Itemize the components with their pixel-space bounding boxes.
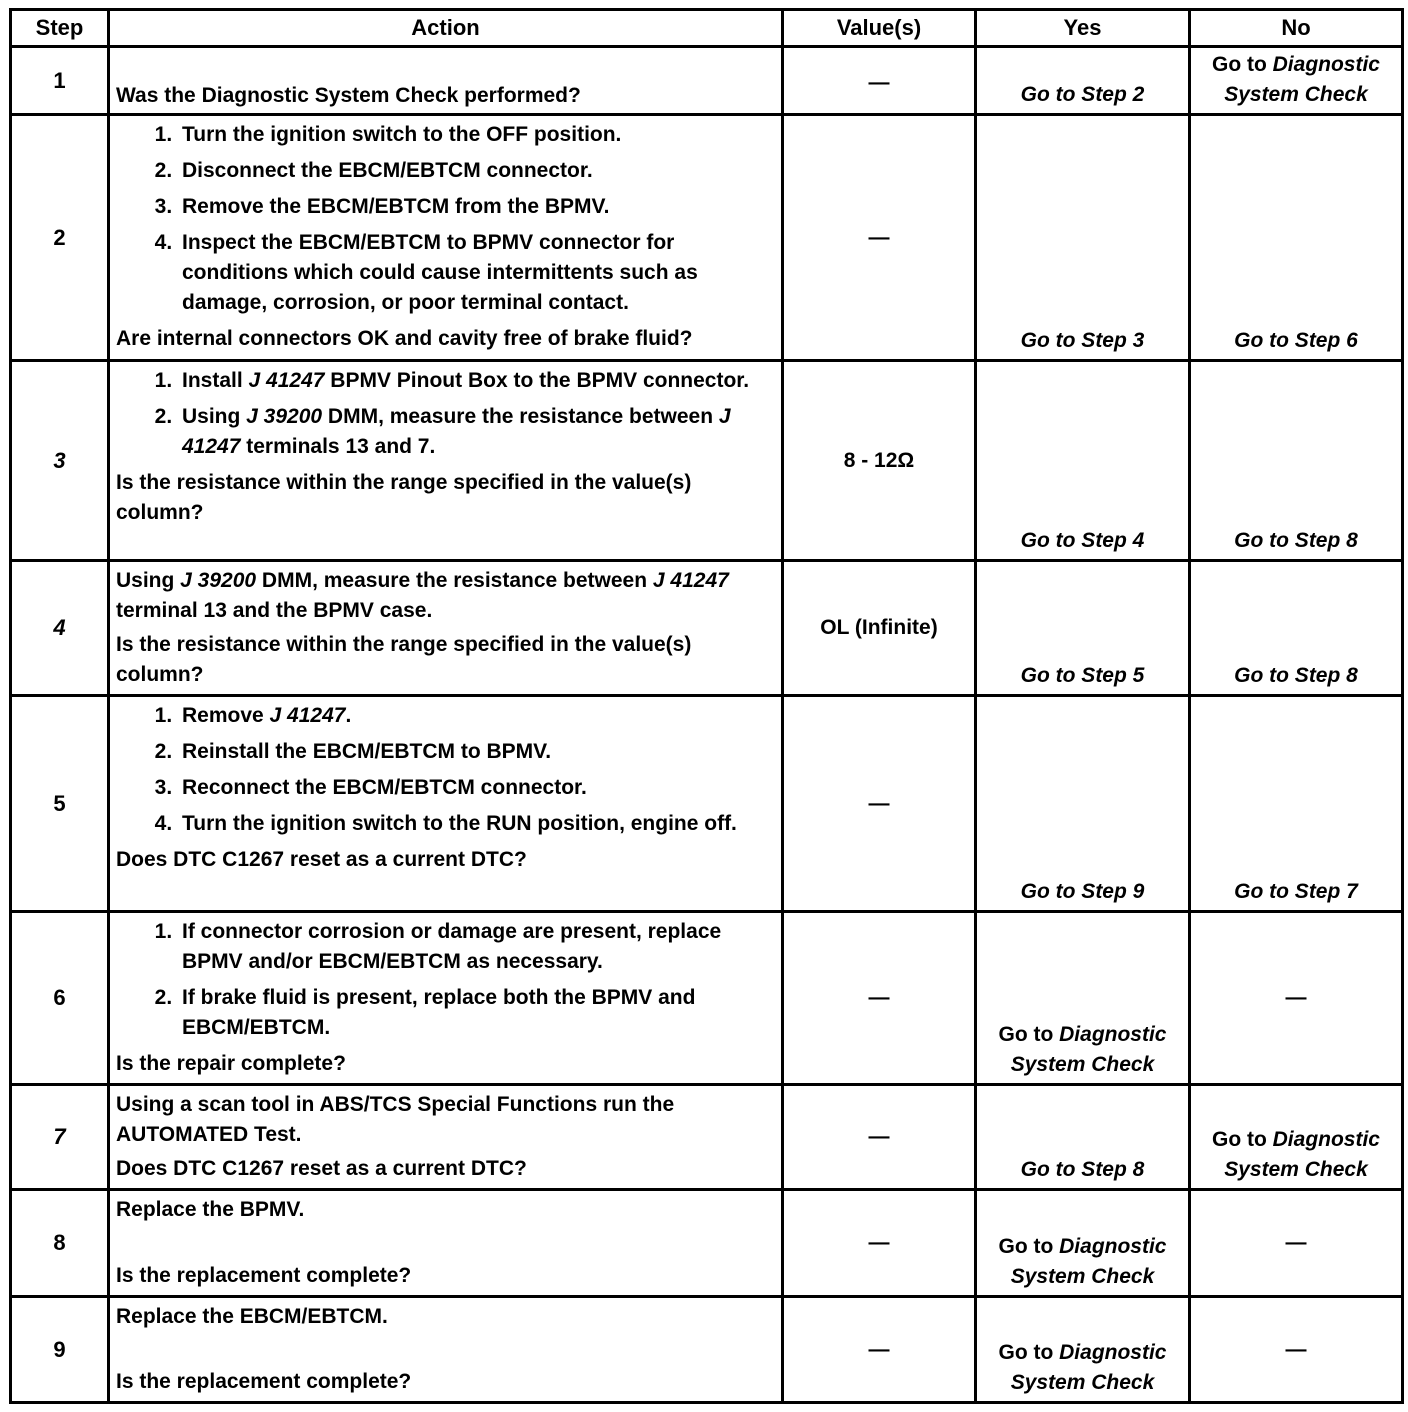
action-cell	[109, 912, 783, 1085]
yes-link-ref: Diagnostic System Check	[1010, 1235, 1167, 1288]
table-row	[11, 115, 1403, 361]
yes-link-prefix: Go to	[998, 1341, 1060, 1364]
yes-link[interactable]: Go to Step 4	[1020, 529, 1145, 552]
action-cell	[109, 1297, 783, 1403]
tool-ref: J 41247	[182, 405, 731, 458]
yes-cell	[976, 47, 1190, 115]
action-steps-list	[116, 917, 773, 1043]
yes-link[interactable]	[998, 1341, 1166, 1394]
yes-cell	[976, 1085, 1190, 1190]
no-link-prefix: Go to	[1211, 1128, 1273, 1151]
action-cell	[109, 1085, 783, 1190]
table-row	[11, 1085, 1403, 1190]
yes-cell	[976, 361, 1190, 561]
no-link[interactable]: Go to Step 7	[1234, 880, 1358, 903]
no-cell	[1190, 561, 1403, 696]
action-step: 4. Inspect the EBCM/EBTCM to BPMV connector for conditions which could cause intermittents such as damage, corrosion, or poor terminal contact.	[178, 228, 773, 318]
yes-link[interactable]	[998, 1023, 1166, 1076]
step-number: 1	[11, 47, 109, 115]
header-values: Value(s)	[783, 10, 976, 47]
step-number: 4	[11, 561, 109, 696]
action-question: Is the replacement complete?	[116, 1370, 412, 1393]
action-question: Are internal connectors OK and cavity free of brake fluid?	[116, 327, 693, 350]
no-link[interactable]: Go to Step 8	[1234, 664, 1358, 687]
step-number: 2	[11, 115, 109, 361]
step-number: 8	[11, 1190, 109, 1297]
action-question: Does DTC C1267 reset as a current DTC?	[116, 848, 527, 871]
step-number: 5	[11, 696, 109, 912]
header-row	[11, 10, 1403, 47]
action-step: 1. If connector corrosion or damage are present, replace BPMV and/or EBCM/EBTCM as necessary.	[178, 917, 773, 977]
action-question: Is the replacement complete?	[116, 1264, 412, 1287]
header-step: Step	[11, 10, 109, 47]
yes-cell	[976, 561, 1190, 696]
action-step: 4. Turn the ignition switch to the RUN position, engine off.	[178, 809, 773, 839]
yes-link[interactable]: Go to Step 8	[1020, 1158, 1145, 1181]
yes-link[interactable]: Go to Step 9	[1020, 880, 1145, 903]
table-row	[11, 696, 1403, 912]
action-question: Does DTC C1267 reset as a current DTC?	[116, 1157, 527, 1180]
action-step: 1. Install J 41247 BPMV Pinout Box to the BPMV connector.	[178, 366, 773, 396]
tool-ref: J 41247	[269, 704, 346, 727]
tool-ref: J 39200	[246, 405, 323, 428]
header-action: Action	[109, 10, 783, 47]
yes-cell	[976, 115, 1190, 361]
value-cell: —	[783, 47, 976, 115]
table-row	[11, 47, 1403, 115]
action-question: Is the repair complete?	[116, 1052, 346, 1075]
step-number: 7	[11, 1085, 109, 1190]
action-instruction: Replace the EBCM/EBTCM.	[116, 1305, 388, 1328]
no-link-ref: Diagnostic System Check	[1224, 53, 1380, 106]
yes-link[interactable]: Go to Step 3	[1020, 329, 1145, 352]
action-cell	[109, 561, 783, 696]
action-step: 1. Turn the ignition switch to the OFF position.	[178, 120, 773, 150]
no-link[interactable]: Go to Step 6	[1234, 329, 1358, 352]
action-question: Is the resistance within the range specified in the value(s) column?	[116, 633, 692, 686]
action-cell	[109, 47, 783, 115]
no-link[interactable]	[1212, 53, 1380, 106]
step-number: 6	[11, 912, 109, 1085]
action-step: 2. Using J 39200 DMM, measure the resistance between J 41247 terminals 13 and 7.	[178, 402, 773, 462]
yes-cell	[976, 1190, 1190, 1297]
action-cell	[109, 1190, 783, 1297]
action-content	[116, 1195, 773, 1291]
step-number: 3	[11, 361, 109, 561]
yes-link[interactable]: Go to Step 2	[1020, 83, 1145, 106]
diagnostic-steps-table	[9, 8, 1404, 1404]
no-cell: —	[1190, 1297, 1403, 1403]
yes-link[interactable]	[998, 1235, 1166, 1288]
action-step: 2. Reinstall the EBCM/EBTCM to BPMV.	[178, 737, 773, 767]
action-step: 2. If brake fluid is present, replace both the BPMV and EBCM/EBTCM.	[178, 983, 773, 1043]
tool-ref: J 39200	[180, 569, 257, 592]
value-cell: OL (Infinite)	[783, 561, 976, 696]
action-instruction: Replace the BPMV.	[116, 1198, 305, 1221]
no-link[interactable]: Go to Step 8	[1234, 529, 1358, 552]
action-step: 3. Remove the EBCM/EBTCM from the BPMV.	[178, 192, 773, 222]
no-cell	[1190, 696, 1403, 912]
yes-link-ref: Diagnostic System Check	[1010, 1341, 1167, 1394]
value-cell: —	[783, 912, 976, 1085]
action-steps-list	[116, 701, 773, 839]
action-question: Is the resistance within the range specified in the value(s) column?	[116, 471, 692, 524]
value-cell: 8 - 12Ω	[783, 361, 976, 561]
yes-link[interactable]: Go to Step 5	[1020, 664, 1145, 687]
action-cell	[109, 361, 783, 561]
no-link-ref: Diagnostic System Check	[1224, 1128, 1380, 1181]
action-instruction: Using J 39200 DMM, measure the resistance between J 41247 terminal 13 and the BPMV case.	[116, 569, 729, 622]
action-instruction: Using a scan tool in ABS/TCS Special Functions run the AUTOMATED Test.	[116, 1093, 675, 1146]
tool-ref: J 41247	[652, 569, 729, 592]
no-cell	[1190, 47, 1403, 115]
action-step: 2. Disconnect the EBCM/EBTCM connector.	[178, 156, 773, 186]
action-cell	[109, 696, 783, 912]
action-content	[116, 1302, 773, 1397]
yes-link-prefix: Go to	[998, 1023, 1060, 1046]
header-no: No	[1190, 10, 1403, 47]
header-yes: Yes	[976, 10, 1190, 47]
action-step: 1. Remove J 41247.	[178, 701, 773, 731]
table-row	[11, 361, 1403, 561]
yes-cell	[976, 1297, 1190, 1403]
table-row	[11, 561, 1403, 696]
no-cell: —	[1190, 1190, 1403, 1297]
table-row	[11, 1297, 1403, 1403]
yes-link-prefix: Go to	[998, 1235, 1060, 1258]
action-step: 3. Reconnect the EBCM/EBTCM connector.	[178, 773, 773, 803]
value-cell: —	[783, 1085, 976, 1190]
no-link-prefix: Go to	[1211, 53, 1273, 76]
value-cell: —	[783, 1190, 976, 1297]
value-cell: —	[783, 696, 976, 912]
no-cell	[1190, 361, 1403, 561]
tool-ref: J 41247	[248, 369, 325, 392]
value-cell: —	[783, 1297, 976, 1403]
action-steps-list	[116, 366, 773, 462]
no-link[interactable]	[1212, 1128, 1380, 1181]
yes-cell	[976, 912, 1190, 1085]
yes-link-ref: Diagnostic System Check	[1010, 1023, 1167, 1076]
action-steps-list	[116, 120, 773, 318]
value-cell: —	[783, 115, 976, 361]
action-question: Was the Diagnostic System Check performed?	[116, 84, 581, 107]
no-cell	[1190, 1085, 1403, 1190]
table-row	[11, 1190, 1403, 1297]
step-number: 9	[11, 1297, 109, 1403]
diagnostic-table-page	[9, 8, 1401, 1404]
action-cell	[109, 115, 783, 361]
yes-cell	[976, 696, 1190, 912]
no-cell: —	[1190, 912, 1403, 1085]
table-row	[11, 912, 1403, 1085]
no-cell	[1190, 115, 1403, 361]
